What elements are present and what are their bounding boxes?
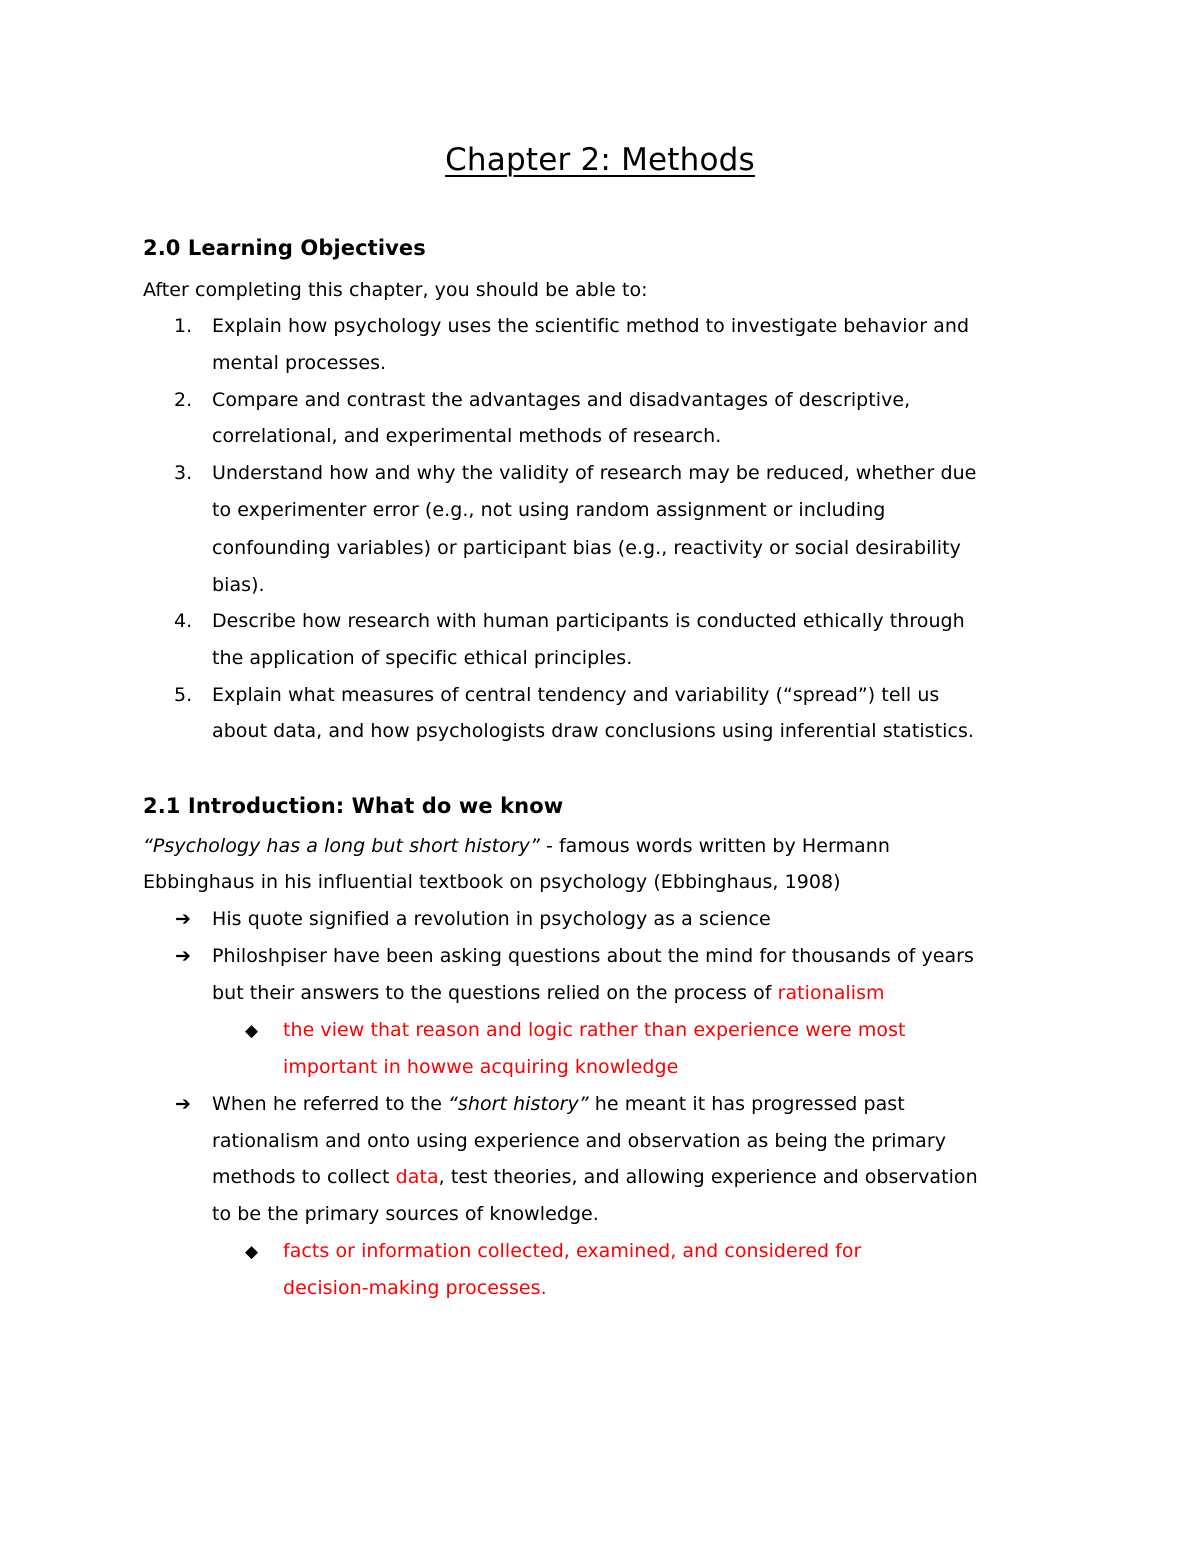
quoted-phrase: “short history” (448, 1093, 589, 1115)
definition-text: the view that reason and logic rather than experience were most (283, 1019, 906, 1041)
objective-number: 1. (174, 315, 193, 337)
bullet-text-segment: methods to collect (212, 1166, 396, 1188)
objective-text: correlational, and experimental methods of research. (212, 425, 722, 447)
diamond-bullet-icon: ◆ (245, 1021, 259, 1041)
objective-text: about data, and how psychologists draw conclusions using inferential statistics. (212, 720, 974, 742)
bullet-text-segment: but their answers to the questions relied on the process of (212, 982, 778, 1004)
highlighted-term: data (395, 1166, 439, 1188)
arrow-bullet-icon: ➔ (175, 945, 191, 967)
objective-number: 3. (174, 462, 193, 484)
bullet-text-segment: , test theories, and allowing experience and observation (438, 1166, 978, 1188)
definition-text: facts or information collected, examined, and considered for (283, 1240, 862, 1262)
objective-text: Compare and contrast the advantages and disadvantages of descriptive, (212, 389, 911, 411)
highlighted-term: rationalism (777, 982, 885, 1004)
objectives-intro: After completing this chapter, you should be able to: (143, 279, 648, 301)
definition-text: decision-making processes. (283, 1277, 547, 1299)
section-heading-introduction: 2.1 Introduction: What do we know (143, 794, 564, 818)
section-heading-learning-objectives: 2.0 Learning Objectives (143, 236, 426, 260)
objective-number: 5. (174, 684, 193, 706)
definition-text: important in howwe acquiring knowledge (283, 1056, 679, 1078)
objective-text: bias). (212, 574, 265, 596)
objective-number: 4. (174, 610, 193, 632)
objective-text: confounding variables) or participant bias (e.g., reactivity or social desirability (212, 537, 961, 559)
bullet-text (212, 1093, 905, 1115)
objective-text: Explain how psychology uses the scientific method to investigate behavior and (212, 315, 970, 337)
quote-attribution: - famous words written by Hermann (539, 835, 890, 857)
arrow-bullet-icon: ➔ (175, 1093, 191, 1115)
diamond-bullet-icon: ◆ (245, 1242, 259, 1262)
objective-text: Understand how and why the validity of research may be reduced, whether due (212, 462, 977, 484)
arrow-bullet-icon: ➔ (175, 908, 191, 930)
bullet-text: rationalism and onto using experience and observation as being the primary (212, 1130, 946, 1152)
bullet-text: Philoshpiser have been asking questions about the mind for thousands of years (212, 945, 974, 967)
bullet-text-segment: When he referred to the (212, 1093, 449, 1115)
objective-text: mental processes. (212, 352, 387, 374)
objective-number: 2. (174, 389, 193, 411)
bullet-text (212, 982, 885, 1004)
objective-text: to experimenter error (e.g., not using random assignment or including (212, 499, 886, 521)
bullet-text (212, 1166, 978, 1188)
quote-text: “Psychology has a long but short history” (143, 835, 540, 857)
objective-text: Describe how research with human participants is conducted ethically through (212, 610, 965, 632)
bullet-text: His quote signified a revolution in psychology as a science (212, 908, 771, 930)
intro-line: Ebbinghaus in his influential textbook on psychology (Ebbinghaus, 1908) (143, 871, 841, 893)
bullet-text: to be the primary sources of knowledge. (212, 1203, 599, 1225)
objective-text: Explain what measures of central tendency and variability (“spread”) tell us (212, 684, 940, 706)
objective-text: the application of specific ethical principles. (212, 647, 633, 669)
bullet-text-segment: he meant it has progressed past (588, 1093, 905, 1115)
page-title: Chapter 2: Methods (445, 142, 755, 178)
intro-quote-line (143, 835, 890, 857)
